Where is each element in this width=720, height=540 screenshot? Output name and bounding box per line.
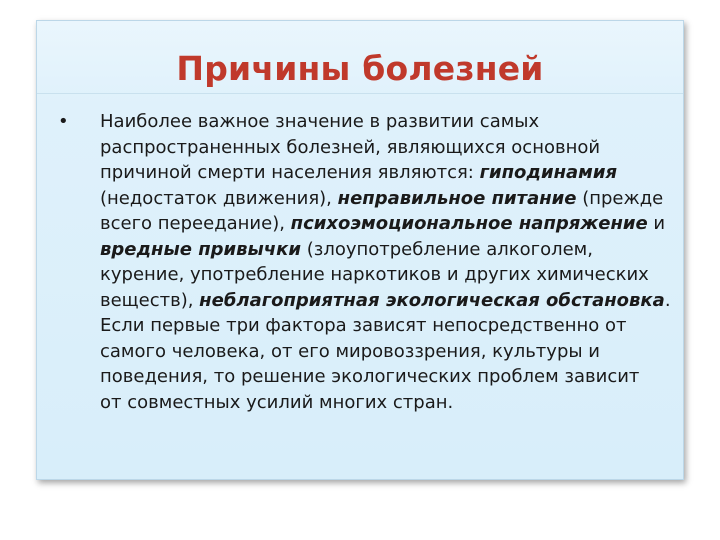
text-line (100, 262, 680, 288)
text-line (100, 109, 680, 135)
text-line (100, 313, 680, 339)
text-run: самого человека, от его мировоззрения, культуры и (100, 340, 601, 362)
emphasized-term: психоэмоциональное напряжение (290, 213, 648, 234)
emphasized-term: неблагоприятная экологическая обстановка (199, 289, 665, 311)
text-run: Если первые три фактора зависят непосредственно от (100, 315, 627, 336)
content-panel (36, 20, 684, 480)
text-run: причиной смерти населения являются: (100, 162, 480, 183)
text-line (100, 237, 680, 263)
text-run: (прежде (576, 187, 664, 209)
text-run: . (664, 289, 671, 311)
text-line (100, 390, 680, 416)
text-line (100, 160, 680, 186)
text-run: поведения, то решение экологических проблем зависит (100, 366, 640, 387)
text-line (100, 339, 680, 365)
emphasized-term: вредные привычки (100, 238, 301, 260)
text-run: веществ), (100, 289, 200, 311)
text-line (100, 211, 680, 237)
text-run: Наиболее важное значение в развитии самых (100, 111, 540, 132)
text-line (100, 288, 680, 314)
bullet-paragraph (100, 109, 680, 415)
text-run: от совместных усилий многих стран. (100, 391, 454, 413)
bullet-marker: • (58, 111, 69, 132)
text-run: (недостаток движения), (100, 187, 338, 209)
text-line (100, 364, 680, 390)
text-line (100, 186, 680, 212)
text-run: курение, употребление наркотиков и других химических (100, 264, 649, 285)
emphasized-term: гиподинамия (479, 162, 618, 183)
text-run: всего переедание), (100, 213, 291, 234)
text-run: и (647, 213, 666, 234)
emphasized-term: неправильное питание (337, 187, 577, 209)
text-line (100, 135, 680, 161)
slide-title: Причины болезней (176, 49, 544, 88)
text-run: распространенных болезней, являющихся основной (100, 136, 601, 158)
text-run: (злоупотребление алкоголем, (301, 238, 593, 260)
